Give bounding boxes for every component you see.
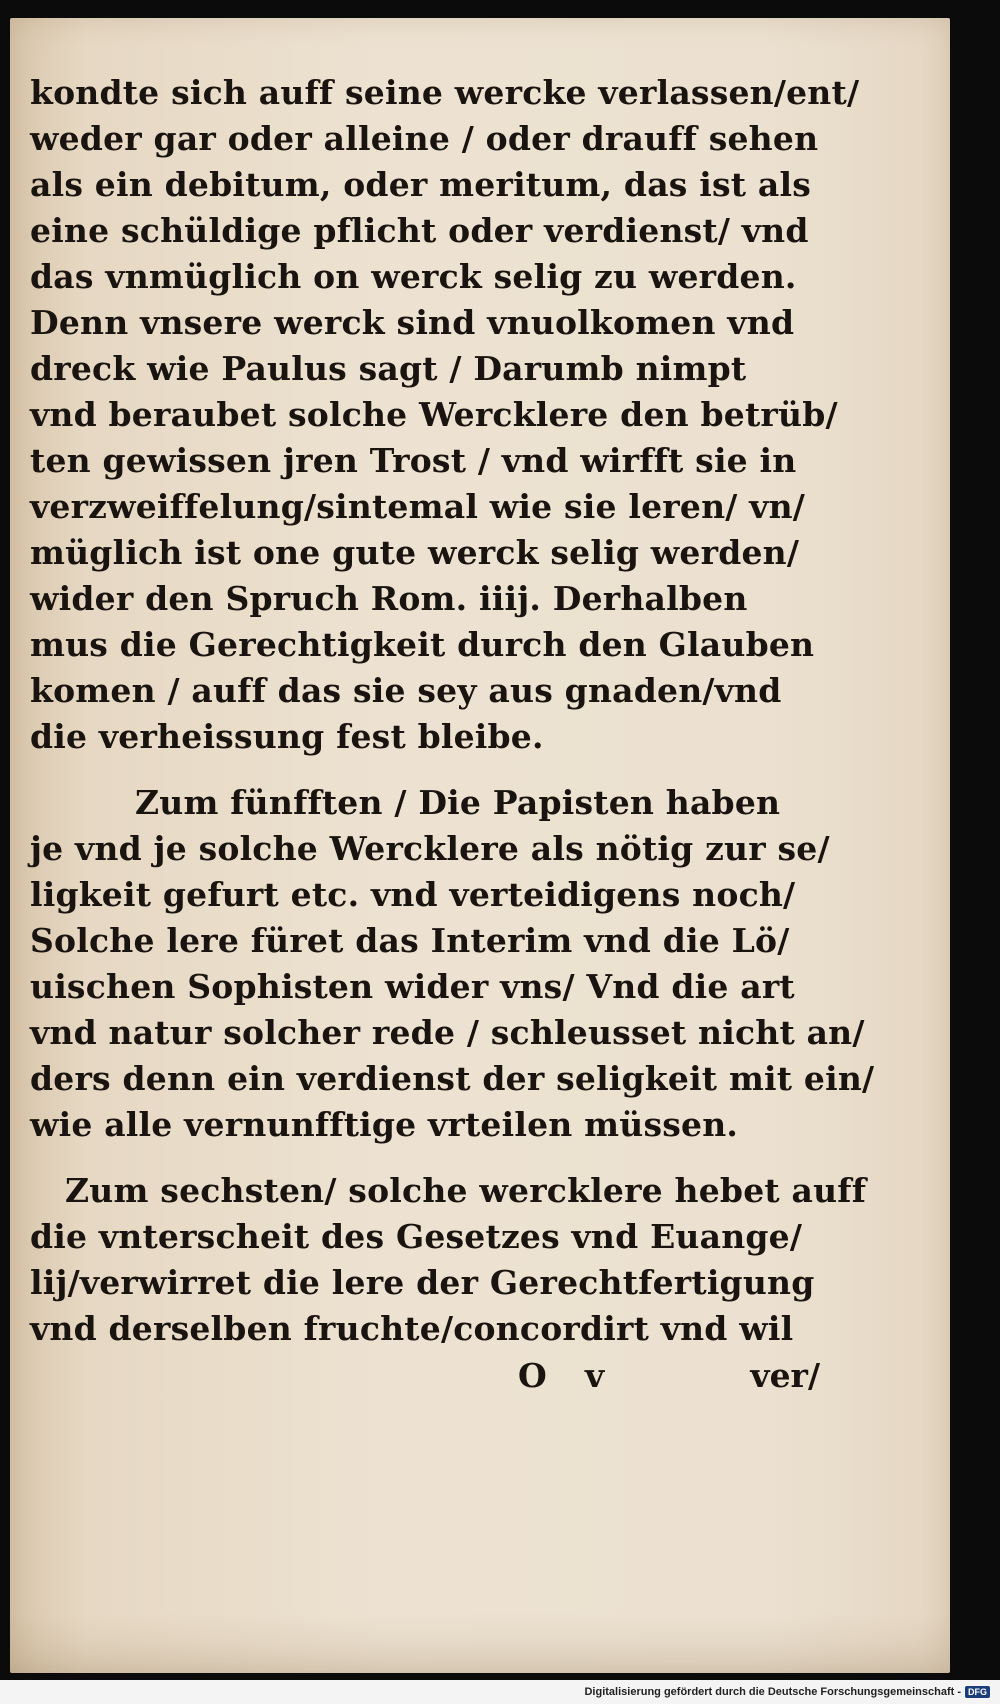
text-line: ders denn ein verdienst der seligkeit mit ein/	[30, 1059, 875, 1098]
text-line: wie alle vernunfftige vrteilen müssen.	[30, 1105, 739, 1144]
text-line: verzweiffelung/sintemal wie sie leren/ vn/	[30, 487, 806, 526]
paragraph-gap	[30, 760, 820, 780]
text-line: vnd natur solcher rede / schleusset nicht an/	[30, 1013, 865, 1052]
text-line: Solche lere füret das Interim vnd die Lö/	[30, 921, 790, 960]
footer-credit: Digitalisierung gefördert durch die Deutsche Forschungsgemeinschaft -	[584, 1686, 961, 1698]
text-line: weder gar oder alleine / oder drauff sehen	[30, 119, 819, 158]
text-line: die vnterscheit des Gesetzes vnd Euange/	[30, 1217, 803, 1256]
text-line: Zum sechsten/ solche wercklere hebet auff	[65, 1171, 867, 1210]
signature-number: v	[585, 1356, 605, 1395]
text-line: mus die Gerechtigkeit durch den Glauben	[30, 625, 815, 664]
text-line: das vnmüglich on werck selig zu werden.	[30, 257, 797, 296]
text-line: dreck wie Paulus sagt / Darumb nimpt	[30, 349, 747, 388]
text-line: Denn vnsere werck sind vnuolkomen vnd	[30, 303, 795, 342]
dfg-logo: DFG	[965, 1686, 990, 1698]
text-line: komen / auff das sie sey aus gnaden/vnd	[30, 671, 782, 710]
text-line: vnd beraubet solche Wercklere den betrüb/	[30, 395, 838, 434]
catchword: ver/	[750, 1356, 820, 1395]
signature-line	[30, 1356, 820, 1402]
text-line: ten gewissen jren Trost / vnd wirfft sie in	[30, 441, 797, 480]
paragraph-1	[30, 70, 860, 760]
text-line: vnd derselben fruchte/concordirt vnd wil	[30, 1309, 794, 1348]
text-line: lij/verwirret die lere der Gerechtfertigung	[30, 1263, 815, 1302]
text-line: als ein debitum, oder meritum, das ist als	[30, 165, 811, 204]
paragraph-3	[30, 1168, 867, 1352]
paragraph-2	[30, 780, 875, 1148]
text-line: kondte sich auff seine wercke verlassen/ent/	[30, 73, 860, 112]
text-line: je vnd je solche Wercklere als nötig zur se/	[30, 829, 830, 868]
paragraph-gap	[30, 1148, 820, 1168]
book-page	[10, 18, 950, 1673]
text-line: müglich ist one gute werck selig werden/	[30, 533, 800, 572]
text-line: ligkeit gefurt etc. vnd verteidigens noch/	[30, 875, 796, 914]
text-line: eine schüldige pflicht oder verdienst/ vnd	[30, 211, 809, 250]
text-line: Zum fünfften / Die Papisten haben	[135, 783, 781, 822]
text-line: die verheissung fest bleibe.	[30, 717, 544, 756]
text-line: wider den Spruch Rom. iiij. Derhalben	[30, 579, 748, 618]
text-line: uischen Sophisten wider vns/ Vnd die art	[30, 967, 795, 1006]
digitization-footer	[0, 1680, 1000, 1704]
signature-mark: O	[518, 1356, 547, 1395]
page-text	[30, 70, 875, 1352]
